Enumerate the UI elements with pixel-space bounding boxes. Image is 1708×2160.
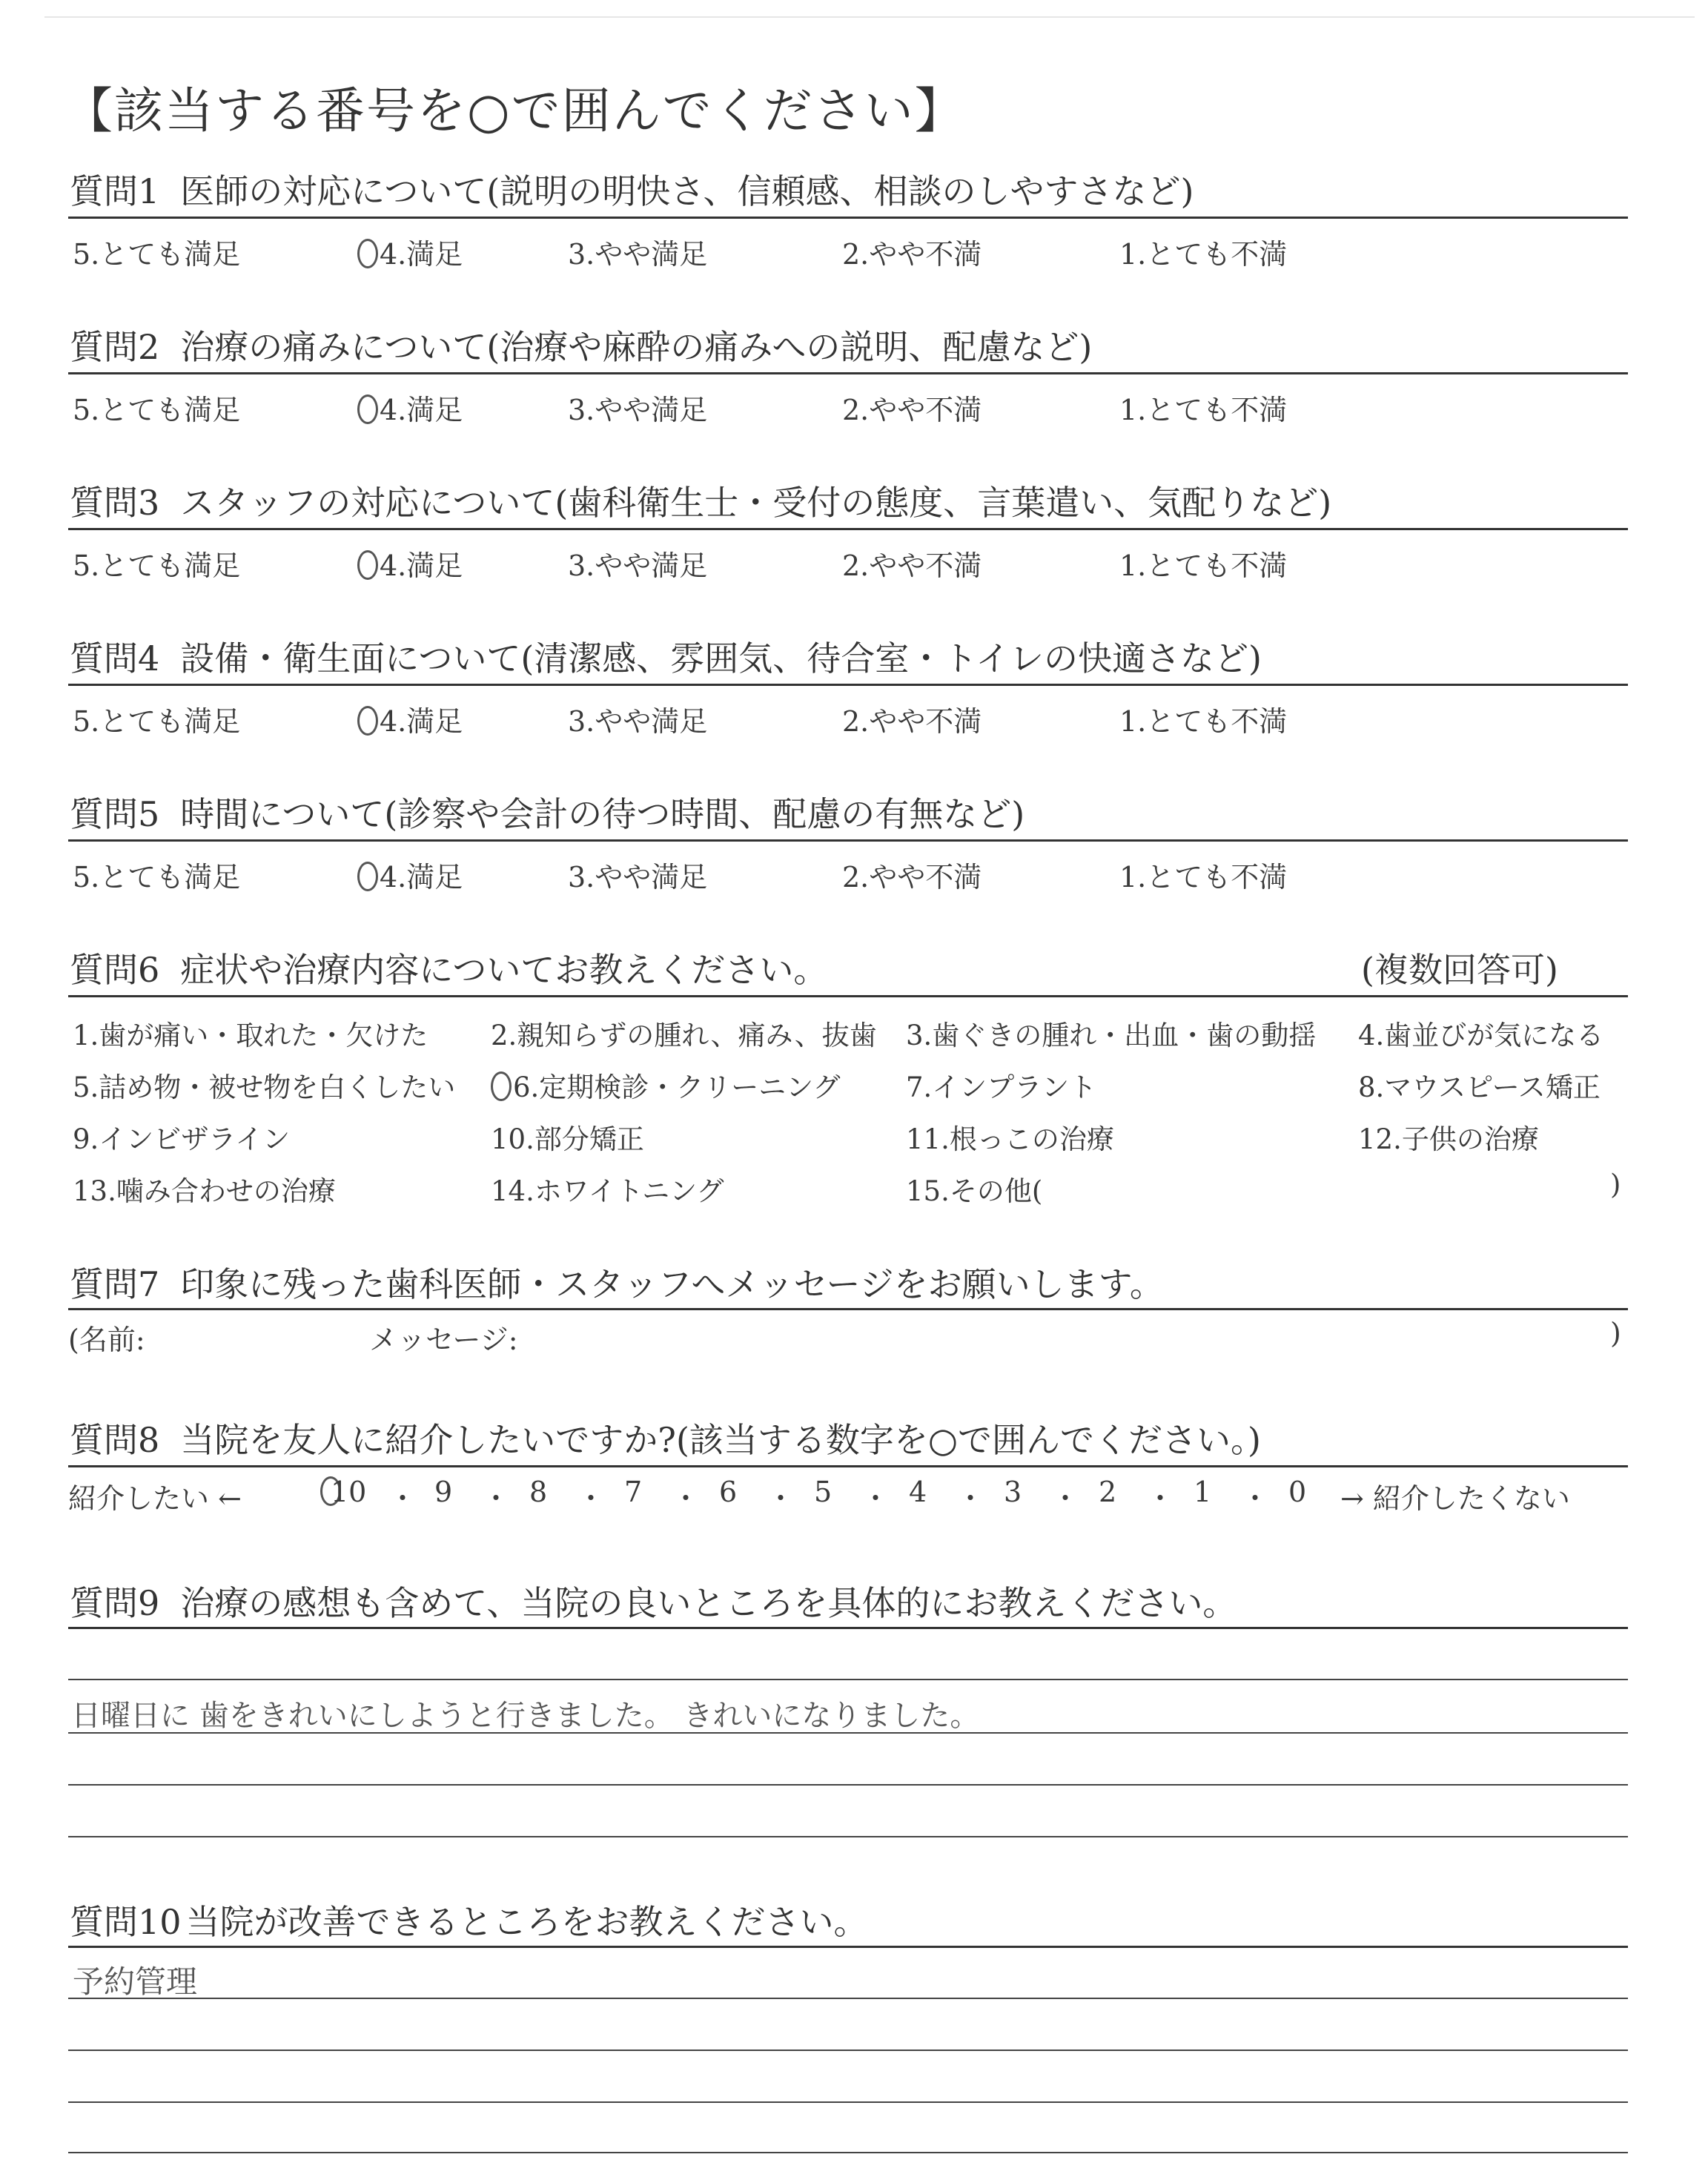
q10-handwritten-answer: 予約管理 [73,1964,198,2000]
q6-option-3[interactable]: 3.歯ぐきの腫れ・出血・歯の動揺 [906,1020,1317,1051]
question-8-rule [68,1465,1628,1467]
q6-option-2[interactable]: 2.親知らずの腫れ、痛み、抜歯 [491,1020,877,1051]
q3-option-3[interactable]: 3.やや満足 [568,549,708,582]
q8-value-5[interactable]: 5 [814,1476,833,1508]
question-1-text: 医師の対応について(説明の明快さ、信頼感、相談のしやすさなど) [180,171,1194,211]
q6-option-15-close: ) [1610,1169,1621,1200]
question-5-title [70,787,1025,836]
page-heading: 【該当する番号を○で囲んでください】 [64,82,965,139]
question-9-number: 質問9 [70,1583,160,1623]
q3-option-5[interactable]: 5.とても満足 [73,549,241,582]
question-2-rule [68,372,1628,374]
q8-separator: ・ [1241,1482,1270,1515]
question-7-rule [68,1308,1628,1310]
q8-value-8[interactable]: 8 [529,1476,548,1508]
question-10-title [70,1895,868,1944]
q1-option-5[interactable]: 5.とても満足 [73,238,241,271]
q8-separator: ・ [482,1482,511,1515]
question-4-title [70,632,1262,681]
q8-left-label: 紹介したい ← [68,1482,242,1515]
question-4-number: 質問4 [70,638,160,678]
question-9-rule [68,1627,1628,1629]
q1-option-1[interactable]: 1.とても不満 [1119,238,1288,271]
question-2-title [70,320,1092,369]
q6-option-1[interactable]: 1.歯が痛い・取れた・欠けた [73,1020,428,1051]
q5-option-4-selected[interactable]: 4.満足 [357,854,463,895]
answer-line [68,1836,1628,1837]
q8-value-3[interactable]: 3 [1004,1476,1022,1508]
answer-line [68,2152,1628,2153]
q4-option-5[interactable]: 5.とても満足 [73,705,241,738]
q8-right-label: → 紹介したくない [1340,1482,1570,1515]
q2-option-2[interactable]: 2.やや不満 [842,394,982,426]
question-3-text: スタッフの対応について(歯科衛生士・受付の態度、言葉遣い、気配りなど) [180,483,1332,523]
question-5-text: 時間について(診察や会計の待つ時間、配慮の有無など) [180,794,1025,834]
q3-option-1[interactable]: 1.とても不満 [1119,549,1288,582]
q2-option-1[interactable]: 1.とても不満 [1119,394,1288,426]
q6-option-8[interactable]: 8.マウスピース矯正 [1358,1071,1601,1103]
question-2-number: 質問2 [70,327,160,367]
q6-option-4[interactable]: 4.歯並びが気になる [1358,1020,1604,1051]
question-8-number: 質問8 [70,1420,160,1460]
question-3-number: 質問3 [70,483,160,523]
question-5-rule [68,839,1628,842]
q8-value-2[interactable]: 2 [1099,1476,1117,1508]
question-10-rule [68,1946,1628,1948]
q8-value-7[interactable]: 7 [624,1476,643,1508]
q1-option-3[interactable]: 3.やや満足 [568,238,708,271]
q4-option-3[interactable]: 3.やや満足 [568,705,708,738]
q5-option-5[interactable]: 5.とても満足 [73,861,241,894]
q1-option-4-selected[interactable]: 4.満足 [357,231,463,272]
q8-separator: ・ [672,1482,701,1515]
circle-mark-icon [357,394,378,424]
question-10-text: 当院が改善できるところをお教えください。 [185,1902,868,1942]
q8-separator: ・ [956,1482,985,1515]
q7-name-label: (名前: [68,1324,145,1356]
circle-mark-icon [357,239,378,268]
question-9-title [70,1576,1237,1625]
question-3-rule [68,528,1628,530]
question-10-number: 質問10 [70,1902,182,1942]
q4-option-1[interactable]: 1.とても不満 [1119,705,1288,738]
q6-option-15[interactable]: 15.その他( [906,1175,1043,1207]
question-6-rule [68,995,1628,997]
q6-option-12[interactable]: 12.子供の治療 [1358,1123,1539,1155]
question-5-number: 質問5 [70,794,160,834]
answer-line [68,1784,1628,1786]
question-4-rule [68,684,1628,686]
circle-mark-icon [357,550,378,580]
question-7-number: 質問7 [70,1264,160,1304]
answer-line [68,1679,1628,1680]
top-edge [44,16,1695,18]
question-8-title [70,1413,1261,1462]
q4-option-2[interactable]: 2.やや不満 [842,705,982,738]
q4-option-4-selected[interactable]: 4.満足 [357,698,463,739]
q6-option-13[interactable]: 13.噛み合わせの治療 [73,1175,336,1207]
question-1-title [70,165,1194,214]
circle-mark-icon [357,862,378,891]
q7-close-paren: ) [1610,1317,1621,1350]
answer-line [68,1998,1628,1999]
question-7-title [70,1258,1164,1307]
question-6-number: 質問6 [70,950,160,990]
q2-option-4-selected[interactable]: 4.満足 [357,387,463,428]
q6-option-5[interactable]: 5.詰め物・被せ物を白くしたい [73,1071,456,1103]
q2-option-3[interactable]: 3.やや満足 [568,394,708,426]
q8-value-0[interactable]: 0 [1288,1476,1307,1508]
q8-separator: ・ [861,1482,890,1515]
answer-line [68,2101,1628,2103]
circle-mark-icon [491,1071,512,1101]
answer-line [68,2050,1628,2051]
question-6-title [70,943,827,992]
q8-separator: ・ [767,1482,795,1515]
q8-separator: ・ [577,1482,606,1515]
q3-option-4-selected[interactable]: 4.満足 [357,543,463,584]
question-7-text: 印象に残った歯科医師・スタッフへメッセージをお願いします。 [180,1264,1164,1304]
q6-option-11[interactable]: 11.根っこの治療 [906,1123,1114,1155]
q6-option-9[interactable]: 9.インビザライン [73,1123,291,1155]
question-1-number: 質問1 [70,171,160,211]
q6-option-7[interactable]: 7.インプラント [906,1071,1097,1103]
q5-option-3[interactable]: 3.やや満足 [568,861,708,894]
question-4-text: 設備・衛生面について(清潔感、雰囲気、待合室・トイレの快適さなど) [180,638,1262,678]
q5-option-2[interactable]: 2.やや不満 [842,861,982,894]
question-8-text: 当院を友人に紹介したいですか?(該当する数字を○で囲んでください。) [180,1420,1261,1460]
q8-value-10-selected[interactable]: 10 [320,1476,366,1508]
q9-handwritten-answer: 日曜日に 歯をきれいにしようと行きました。 きれいになりました。 [71,1699,980,1733]
q3-option-2[interactable]: 2.やや不満 [842,549,982,582]
question-3-title [70,476,1331,525]
q6-option-10[interactable]: 10.部分矯正 [491,1123,644,1155]
q2-option-5[interactable]: 5.とても満足 [73,394,241,426]
q8-separator: ・ [388,1482,417,1515]
q8-value-1[interactable]: 1 [1194,1476,1212,1508]
q8-separator: ・ [1146,1482,1175,1515]
q1-option-2[interactable]: 2.やや不満 [842,238,982,271]
q8-value-4[interactable]: 4 [909,1476,927,1508]
circle-mark-icon [357,706,378,736]
q8-separator: ・ [1051,1482,1080,1515]
question-2-text: 治療の痛みについて(治療や麻酔の痛みへの説明、配慮など) [180,327,1093,367]
q6-option-6-selected[interactable]: 6.定期検診・クリーニング [491,1065,841,1105]
q8-value-9[interactable]: 9 [434,1476,453,1508]
q5-option-1[interactable]: 1.とても不満 [1119,861,1288,894]
question-1-rule [68,217,1628,219]
q6-option-14[interactable]: 14.ホワイトニング [491,1175,724,1207]
q8-value-6[interactable]: 6 [719,1476,738,1508]
question-6-note: (複数回答可) [1361,950,1558,990]
question-9-text: 治療の感想も含めて、当院の良いところを具体的にお教えください。 [180,1583,1237,1623]
question-6-text: 症状や治療内容についてお教えください。 [180,950,828,990]
q7-message-label: メッセージ: [369,1324,518,1356]
